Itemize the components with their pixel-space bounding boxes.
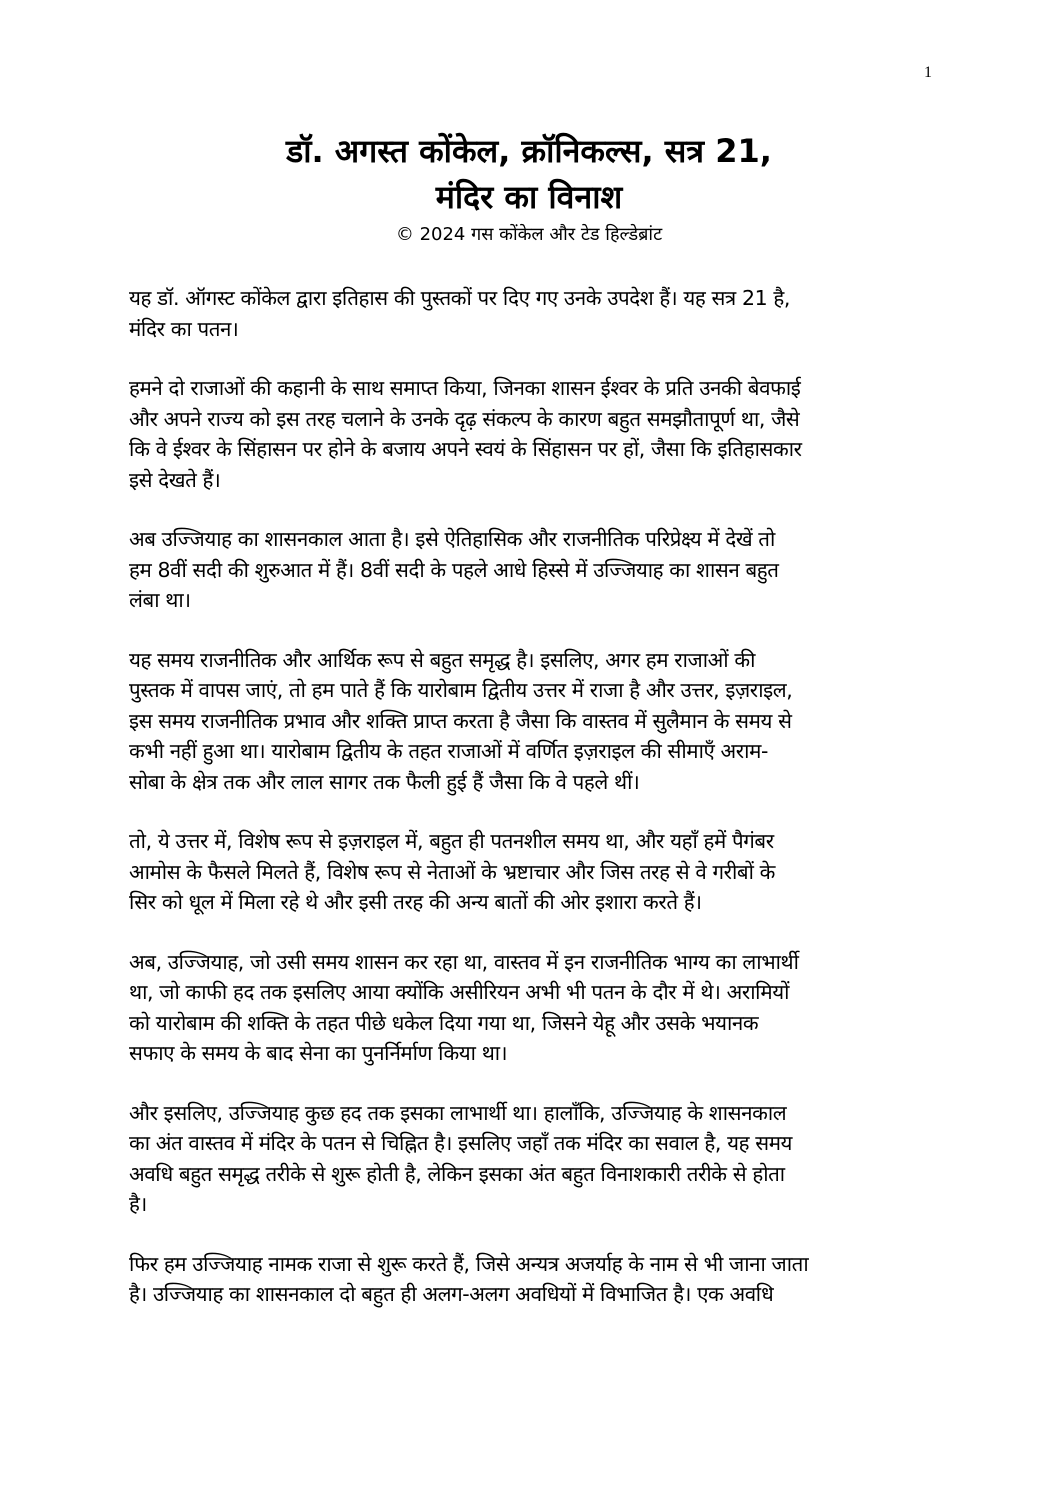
text-line: मंदिर का पतन। (129, 316, 239, 341)
paragraph (129, 947, 931, 1069)
text-line: का अंत वास्तव में मंदिर के पतन से चिह्नित है। इसलिए जहाँ तक मंदिर का सवाल है, यह समय (129, 1131, 793, 1155)
text-line: यह समय राजनीतिक और आर्थिक रूप से बहुत समृद्ध है। इसलिए, अगर हम राजाओं की (129, 647, 755, 672)
text-line: पुस्तक में वापस जाएं, तो हम पाते हैं कि यारोबाम द्वितीय उत्तर में राजा है और उत्तर, इज़राइल, (129, 678, 793, 702)
text-line: है। उज्जियाह का शासनकाल दो बहुत ही अलग-अलग अवधियों में विभाजित है। एक अवधि (129, 1282, 774, 1306)
text-line: हमने दो राजाओं की कहानी के साथ समाप्त किया, जिनका शासन ईश्वर के प्रति उनकी बेवफाई (129, 376, 801, 400)
paragraph (129, 373, 931, 495)
text-line: इसे देखते हैं। (129, 467, 221, 492)
text-line: कभी नहीं हुआ था। यारोबाम द्वितीय के तहत राजाओं में वर्णित इज़राइल की सीमाएँ अराम- (129, 739, 768, 763)
text-line: अब, उज्जियाह, जो उसी समय शासन कर रहा था, वास्तव में इन राजनीतिक भाग्य का लाभार्थी (129, 949, 799, 974)
text-line: सोबा के क्षेत्र तक और लाल सागर तक फैली हुई हैं जैसा कि वे पहले थीं। (129, 769, 640, 794)
text-line: लंबा था। (129, 588, 191, 612)
page-title-line-2: मंदिर का विनाश (435, 178, 623, 216)
paragraph (129, 1249, 931, 1310)
page-number: 1 (924, 64, 932, 81)
text-line: सफाए के समय के बाद सेना का पुनर्निर्माण किया था। (129, 1041, 508, 1065)
text-line: और अपने राज्य को इस तरह चलाने के उनके दृढ़ संकल्प के कारण बहुत समझौतापूर्ण था, जैसे (129, 406, 800, 431)
text-line: है। (129, 1192, 147, 1216)
document-body (129, 283, 931, 1339)
text-line: फिर हम उज्जियाह नामक राजा से शुरू करते हैं, जिसे अन्यत्र अजर्याह के नाम से भी जाना जाता (129, 1251, 809, 1276)
text-line: आमोस के फैसले मिलते हैं, विशेष रूप से नेताओं के भ्रष्टाचार और जिस तरह से वे गरीबों के (129, 859, 775, 884)
text-line: कि वे ईश्वर के सिंहासन पर होने के बजाय अपने स्वयं के सिंहासन पर हों, जैसा कि इतिहासकार (129, 437, 802, 461)
paragraph (129, 826, 931, 918)
copyright-notice: © 2024 गस कोंकेल और टेड हिल्डेब्रांट (395, 224, 663, 245)
paragraph (129, 283, 931, 344)
text-line: और इसलिए, उज्जियाह कुछ हद तक इसका लाभार्थी था। हालाँकि, उज्जियाह के शासनकाल (129, 1100, 787, 1125)
paragraph (129, 645, 931, 798)
text-line: को यारोबाम की शक्ति के तहत पीछे धकेल दिया गया था, जिसने येहू और उसके भयानक (129, 1010, 759, 1035)
paragraph (129, 524, 931, 616)
text-line: सिर को धूल में मिला रहे थे और इसी तरह की अन्य बातों की ओर इशारा करते हैं। (129, 890, 702, 914)
text-line: यह डॉ. ऑगस्ट कोंकेल द्वारा इतिहास की पुस्तकों पर दिए गए उनके उपदेश हैं। यह सत्र 21 है, (129, 286, 790, 310)
text-line: अब उज्जियाह का शासनकाल आता है। इसे ऐतिहासिक और राजनीतिक परिप्रेक्ष्य में देखें तो (129, 527, 775, 551)
text-line: तो, ये उत्तर में, विशेष रूप से इज़राइल में, बहुत ही पतनशील समय था, और यहाँ हमें पैगंबर (129, 829, 774, 853)
text-line: हम 8वीं सदी की शुरुआत में हैं। 8वीं सदी के पहले आधे हिस्से में उज्जियाह का शासन बहुत (129, 557, 779, 582)
page-title-line-1: डॉ. अगस्त कोंकेल, क्रॉनिकल्स, सत्र 21, (286, 132, 772, 170)
title-block (100, 128, 958, 248)
paragraph (129, 1098, 931, 1220)
text-line: इस समय राजनीतिक प्रभाव और शक्ति प्राप्त करता है जैसा कि वास्तव में सुलैमान के समय से (129, 708, 792, 733)
text-line: था, जो काफी हद तक इसलिए आया क्योंकि असीरियन अभी भी पतन के दौर में थे। अरामियों (129, 980, 790, 1004)
text-line: अवधि बहुत समृद्ध तरीके से शुरू होती है, लेकिन इसका अंत बहुत विनाशकारी तरीके से होता (129, 1161, 785, 1186)
